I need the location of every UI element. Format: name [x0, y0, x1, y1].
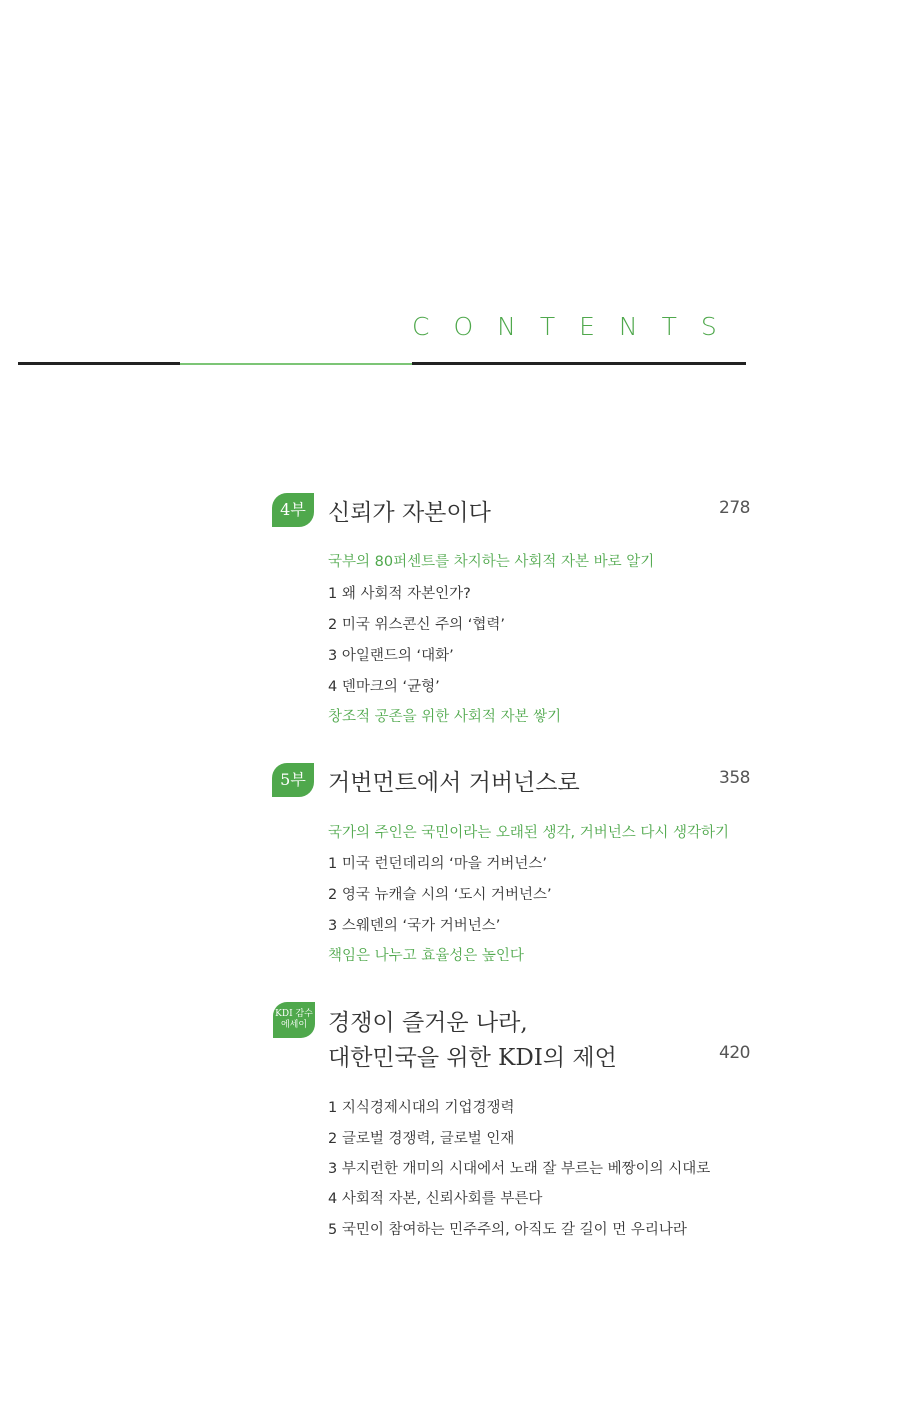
contents-heading: CONTENTS — [412, 312, 741, 341]
heading-rule-left — [18, 362, 180, 365]
essay-page: 420 — [719, 1043, 750, 1063]
part-4-item-1[interactable]: 1 왜 사회적 자본인가? — [328, 586, 471, 602]
essay-item-1[interactable]: 1 지식경제시대의 기업경쟁력 — [328, 1100, 515, 1116]
heading-rule-accent — [180, 363, 412, 365]
part-5-intro[interactable]: 국가의 주인은 국민이라는 오래된 생각, 거버넌스 다시 생각하기 — [328, 825, 730, 841]
part-4-intro[interactable]: 국부의 80퍼센트를 차지하는 사회적 자본 바로 알기 — [328, 554, 655, 570]
essay-title-line-1[interactable]: 경쟁이 즐거운 나라, — [328, 1010, 528, 1036]
part-4-item-3[interactable]: 3 아일랜드의 ‘대화’ — [328, 648, 454, 664]
part-4-page: 278 — [719, 498, 750, 518]
essay-item-4[interactable]: 4 사회적 자본, 신뢰사회를 부른다 — [328, 1191, 543, 1207]
part-5-title[interactable]: 거번먼트에서 거버넌스로 — [328, 770, 580, 796]
part-4-badge: 4부 — [272, 493, 314, 527]
essay-badge-line-2: 에세이 — [280, 1020, 308, 1030]
part-4-item-2[interactable]: 2 미국 위스콘신 주의 ‘협력’ — [328, 617, 505, 633]
essay-item-5[interactable]: 5 국민이 참여하는 민주주의, 아직도 갈 길이 먼 우리나라 — [328, 1222, 687, 1238]
essay-badge-line-1: KDI 감수 — [275, 1009, 313, 1019]
essay-item-3[interactable]: 3 부지런한 개미의 시대에서 노래 잘 부르는 베짱이의 시대로 — [328, 1161, 711, 1177]
part-5-item-3[interactable]: 3 스웨덴의 ‘국가 거버넌스’ — [328, 918, 501, 934]
essay-badge — [273, 1002, 315, 1038]
heading-rule-right — [412, 362, 746, 365]
part-5-outro[interactable]: 책임은 나누고 효율성은 높인다 — [328, 948, 524, 964]
part-5-badge: 5부 — [272, 763, 314, 797]
part-4-item-4[interactable]: 4 덴마크의 ‘균형’ — [328, 679, 440, 695]
part-4-outro[interactable]: 창조적 공존을 위한 사회적 자본 쌓기 — [328, 709, 562, 725]
part-5-item-2[interactable]: 2 영국 뉴캐슬 시의 ‘도시 거버넌스’ — [328, 887, 552, 903]
part-4-title[interactable]: 신뢰가 자본이다 — [328, 500, 491, 526]
part-5-page: 358 — [719, 768, 750, 788]
essay-title-line-2[interactable]: 대한민국을 위한 KDI의 제언 — [328, 1045, 617, 1071]
part-5-item-1[interactable]: 1 미국 런던데리의 ‘마을 거버넌스’ — [328, 856, 547, 872]
essay-item-2[interactable]: 2 글로벌 경쟁력, 글로벌 인재 — [328, 1131, 515, 1147]
